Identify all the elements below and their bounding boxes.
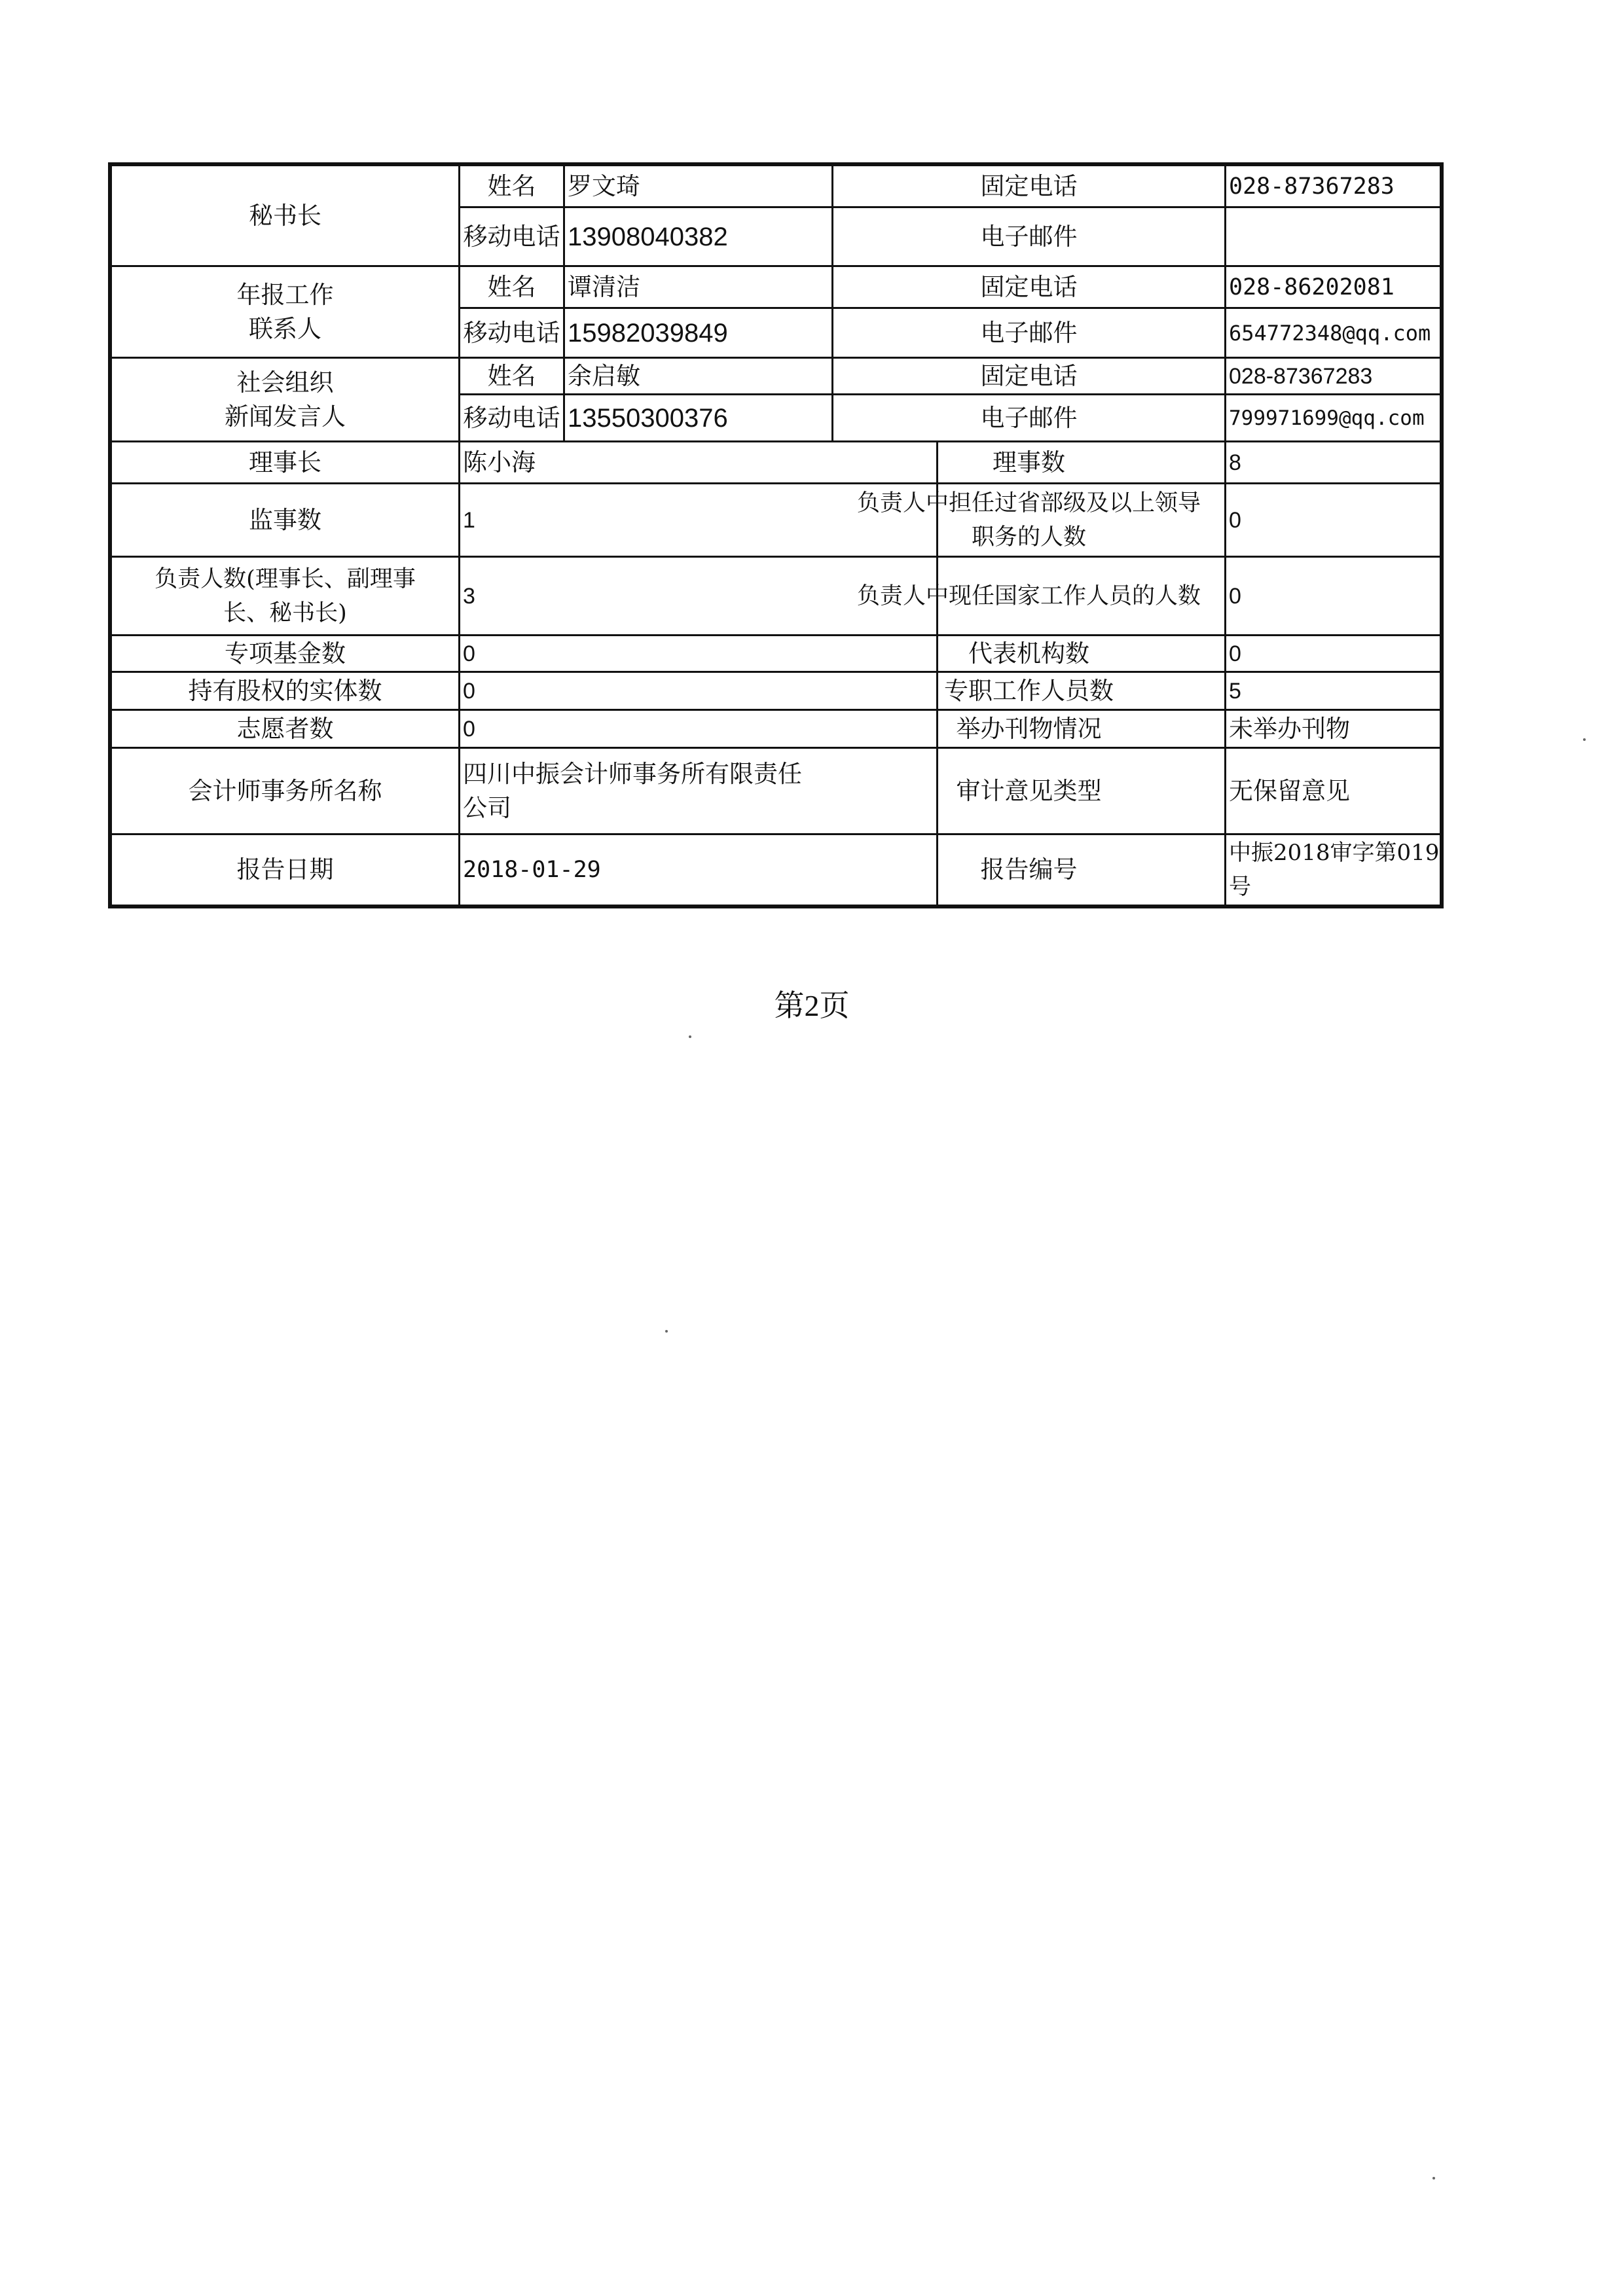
page-number: 第2页: [774, 989, 850, 1022]
annual-report-contact-mobile-label: 移动电话: [460, 309, 565, 359]
full-time-staff-count: 5: [1226, 673, 1440, 711]
former-officials-label-line2: 职务的人数: [971, 524, 1086, 550]
secretary-general-name: 罗文琦: [565, 166, 833, 208]
secretary-general-phone-label: 固定电话: [833, 166, 1226, 208]
leaders-count-label-line2: 长、秘书长): [223, 600, 347, 626]
audit-firm-label: 会计师事务所名称: [112, 749, 460, 835]
spokesperson-phone-label: 固定电话: [833, 359, 1226, 395]
special-funds-count: 0: [460, 636, 938, 673]
secretary-general-mobile-label: 移动电话: [460, 208, 565, 267]
spokesperson-name: 余启敏: [565, 359, 833, 395]
civil-servants-count: 0: [1226, 558, 1440, 636]
audit-firm-name-line1: 四川中振会计师事务所有限责任: [463, 759, 802, 788]
civil-servants-label: 负责人中现任国家工作人员的人数: [833, 558, 1226, 636]
supervisors-label: 监事数: [112, 484, 460, 558]
annual-report-contact-name: 谭清洁: [565, 267, 833, 309]
scan-speck: [1583, 738, 1586, 741]
report-date-label: 报告日期: [112, 835, 460, 905]
secretary-general-name-label: 姓名: [460, 166, 565, 208]
publications-label: 举办刊物情况: [833, 711, 1226, 749]
spokesperson-email-label: 电子邮件: [833, 395, 1226, 442]
annual-report-contact-label-line2: 联系人: [249, 314, 321, 343]
equity-entities-count: 0: [460, 673, 938, 711]
annual-report-contact-mobile: 15982039849: [565, 309, 833, 359]
annual-report-contact-email: 654772348@qq.com: [1226, 309, 1440, 359]
leaders-count-label-line1: 负责人数(理事长、副理事: [155, 565, 416, 592]
special-funds-label: 专项基金数: [112, 636, 460, 673]
annual-report-contact-phone: 028-86202081: [1226, 267, 1440, 309]
former-officials-label-line1: 负责人中担任过省部级及以上领导: [856, 490, 1201, 516]
report-number-line2: 号: [1229, 874, 1251, 900]
volunteers-count: 0: [460, 711, 938, 749]
report-number-line1: 中振2018审字第019: [1229, 840, 1440, 866]
audit-firm-name-line2: 公司: [463, 793, 511, 822]
former-officials-count: 0: [1226, 484, 1440, 558]
directors-label: 理事数: [833, 442, 1226, 484]
secretary-general-email: [1226, 208, 1440, 267]
secretary-general-email-label: 电子邮件: [833, 208, 1226, 267]
audit-opinion-label: 审计意见类型: [833, 749, 1226, 835]
spokesperson-mobile: 13550300376: [565, 395, 833, 442]
full-time-staff-label: 专职工作人员数: [833, 673, 1226, 711]
leaders-count: 3: [460, 558, 938, 636]
spokesperson-label: [112, 359, 460, 442]
annual-report-contact-name-label: 姓名: [460, 267, 565, 309]
secretary-general-phone: 028-87367283: [1226, 166, 1440, 208]
leaders-count-label: [112, 558, 460, 636]
report-number-label: 报告编号: [833, 835, 1226, 905]
spokesperson-email: 799971699@qq.com: [1226, 395, 1440, 442]
annual-report-contact-email-label: 电子邮件: [833, 309, 1226, 359]
secretary-general-label: 秘书长: [112, 166, 460, 267]
supervisors-count: 1: [460, 484, 938, 558]
secretary-general-mobile: 13908040382: [565, 208, 833, 267]
rep-offices-count: 0: [1226, 636, 1440, 673]
spokesperson-phone: 028-87367283: [1226, 359, 1440, 395]
spokesperson-name-label: 姓名: [460, 359, 565, 395]
former-officials-label: [833, 484, 1226, 558]
spokesperson-mobile-label: 移动电话: [460, 395, 565, 442]
annual-report-contact-label-line1: 年报工作: [236, 280, 334, 309]
annual-report-contact-label: [112, 267, 460, 359]
scan-speck: [665, 1330, 668, 1333]
report-number: [1226, 835, 1440, 905]
scan-speck: [689, 1035, 691, 1038]
equity-entities-label: 持有股权的实体数: [112, 673, 460, 711]
scan-speck: [1432, 2177, 1435, 2179]
rep-offices-label: 代表机构数: [833, 636, 1226, 673]
annual-report-table: [108, 162, 1444, 908]
spokesperson-label-line1: 社会组织: [236, 368, 334, 397]
directors-count: 8: [1226, 442, 1440, 484]
audit-opinion-type: 无保留意见: [1226, 749, 1440, 835]
chairman-name: 陈小海: [460, 442, 938, 484]
report-date: 2018-01-29: [460, 835, 938, 905]
publications-status: 未举办刊物: [1226, 711, 1440, 749]
spokesperson-label-line2: 新闻发言人: [225, 402, 346, 431]
annual-report-contact-phone-label: 固定电话: [833, 267, 1226, 309]
volunteers-label: 志愿者数: [112, 711, 460, 749]
chairman-label: 理事长: [112, 442, 460, 484]
